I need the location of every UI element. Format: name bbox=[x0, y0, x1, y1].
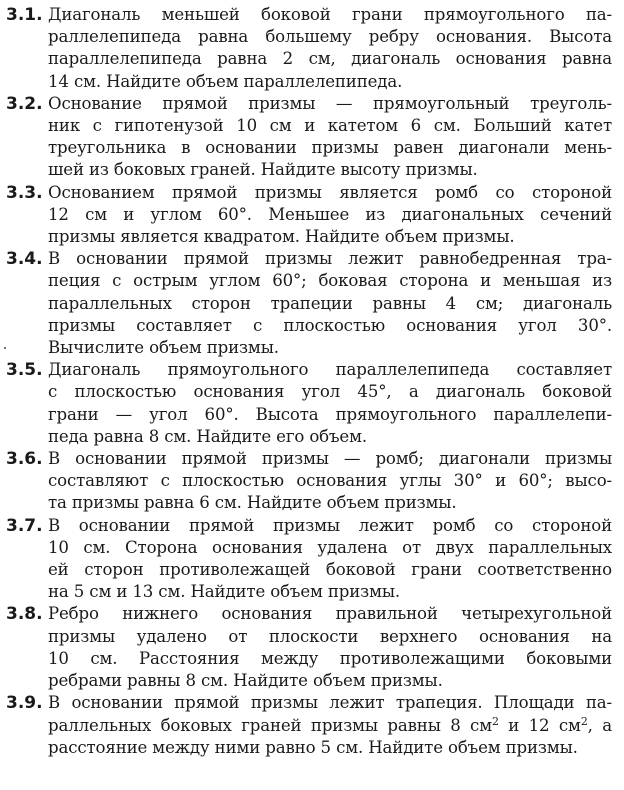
problem-3-5 bbox=[0, 359, 624, 448]
problem-text-line: призмы удалено от плоскости верхнего основания на bbox=[48, 626, 612, 646]
problem-text-line: шей из боковых граней. Найдите высоту призмы. bbox=[48, 160, 478, 180]
problem-text-line: ник с гипотенузой 10 см и катетом 6 см. Больший катет bbox=[48, 116, 612, 136]
problem-text-line: призмы составляет с плоскостью основания угол 30°. bbox=[48, 315, 612, 335]
problem-number: 3.7. bbox=[6, 515, 43, 536]
problem-text-line: В основании прямой призмы лежит равнобедренная тра- bbox=[48, 249, 612, 269]
problem-text-line: В основании прямой призмы — ромб; диагонали призмы bbox=[48, 449, 612, 469]
problem-text-line: 12 см и углом 60°. Меньшее из диагональных сечений bbox=[48, 204, 612, 224]
problem-text-line: параллельных сторон трапеции равны 4 см; диагональ bbox=[48, 293, 612, 313]
text-segment: , а bbox=[587, 715, 612, 735]
superscript: 2 bbox=[491, 714, 499, 728]
problem-3-8 bbox=[0, 603, 624, 692]
problem-text-line: 10 см. Расстояния между противолежащими боковыми bbox=[48, 648, 612, 668]
problem-text-line: раллелепипеда равна большему ребру основания. Высота bbox=[48, 27, 612, 47]
problem-text-line: пеция с острым углом 60°; боковая сторона и меньшая из bbox=[48, 271, 612, 291]
problem-text-line: призмы является квадратом. Найдите объем призмы. bbox=[48, 227, 515, 247]
problem-text-line: Основание прямой призмы — прямоугольный треуголь- bbox=[48, 93, 612, 113]
problem-text-line: Основанием прямой призмы является ромб со стороной bbox=[48, 182, 612, 202]
problem-3-4 bbox=[0, 248, 624, 359]
superscript: 2 bbox=[580, 714, 588, 728]
text-segment: раллельных боковых граней призмы равны 8 см bbox=[48, 715, 492, 735]
problem-number: 3.8. bbox=[6, 604, 43, 625]
problem-text-line-with-superscripts bbox=[48, 715, 612, 737]
problem-3-7 bbox=[0, 515, 624, 604]
text-segment: и 12 см bbox=[498, 715, 581, 735]
problem-text-line: треугольника в основании призмы равен диагонали мень- bbox=[48, 138, 612, 158]
problem-text-line: 10 см. Сторона основания удалена от двух параллельных bbox=[48, 537, 612, 557]
problem-text-line: грани — угол 60°. Высота прямоугольного параллелепи- bbox=[48, 404, 612, 424]
problem-3-2 bbox=[0, 93, 624, 182]
problem-number: 3.6. bbox=[6, 449, 43, 470]
problem-number: 3.1. bbox=[6, 5, 43, 25]
problem-3-3 bbox=[0, 182, 624, 249]
problem-list bbox=[0, 4, 624, 759]
problem-number: 3.5. bbox=[6, 360, 43, 381]
problem-text-line: та призмы равна 6 см. Найдите объем призмы. bbox=[48, 493, 457, 513]
problem-text-line: Ребро нижнего основания правильной четырехугольной bbox=[48, 604, 612, 624]
problem-text-line: В основании прямой призмы лежит ромб со стороной bbox=[48, 515, 612, 535]
problem-text-line: Диагональ меньшей боковой грани прямоугольного па- bbox=[48, 5, 612, 24]
margin-speck bbox=[4, 347, 6, 349]
problem-text-line: параллелепипеда равна 2 см, диагональ основания равна bbox=[48, 49, 612, 69]
problem-text-line: на 5 см и 13 см. Найдите объем призмы. bbox=[48, 582, 401, 602]
problem-number: 3.2. bbox=[6, 93, 43, 114]
problem-number: 3.4. bbox=[6, 249, 43, 270]
problem-text-line: составляют с плоскостью основания углы 30° и 60°; высо- bbox=[48, 471, 612, 491]
problem-text-line: расстояние между ними равно 5 см. Найдите объем призмы. bbox=[48, 737, 578, 757]
problem-text-line: 14 см. Найдите объем параллелепипеда. bbox=[48, 71, 403, 91]
problem-text-line: с плоскостью основания угол 45°, а диагональ боковой bbox=[48, 382, 612, 402]
problem-text-line: Вычислите объем призмы. bbox=[48, 338, 279, 358]
problem-text-line: Диагональ прямоугольного параллелепипеда составляет bbox=[48, 360, 612, 380]
problem-text-line: В основании прямой призмы лежит трапеция. Площади па- bbox=[48, 693, 612, 713]
problem-number: 3.9. bbox=[6, 693, 43, 714]
problem-3-9 bbox=[0, 692, 624, 759]
problem-text-line: ей сторон противолежащей боковой грани соответственно bbox=[48, 560, 612, 580]
problem-text-line: педа равна 8 см. Найдите его объем. bbox=[48, 426, 367, 446]
problem-number: 3.3. bbox=[6, 182, 43, 203]
problem-3-1 bbox=[0, 4, 624, 93]
problem-text-line: ребрами равны 8 см. Найдите объем призмы. bbox=[48, 671, 443, 691]
problem-3-6 bbox=[0, 448, 624, 515]
